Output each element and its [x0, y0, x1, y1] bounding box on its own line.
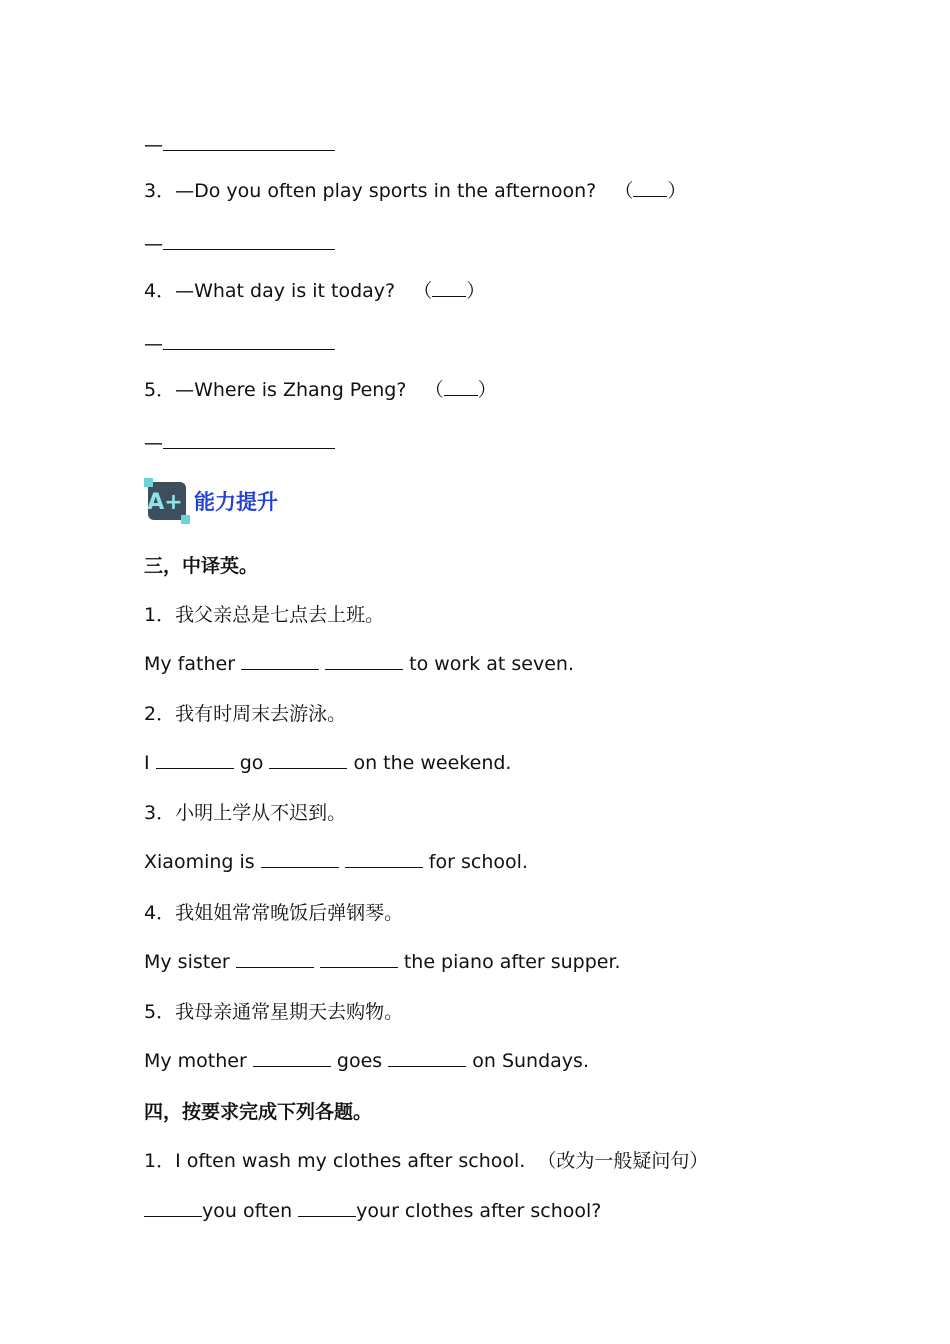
badge-title: 能力提升 — [194, 490, 278, 514]
question-5-choice-blank[interactable] — [444, 377, 478, 396]
question-5-text: 5．—Where is Zhang Peng? （ — [144, 379, 444, 401]
fill-blank[interactable] — [298, 1198, 356, 1217]
sentence-part: goes — [330, 1050, 389, 1072]
answer-dash: — — [144, 432, 163, 454]
fill-blank[interactable] — [253, 1048, 331, 1067]
sentence-part: I — [144, 752, 156, 774]
section-3-item-3-cn: 3．小明上学从不迟到。 — [144, 802, 347, 824]
fill-blank[interactable] — [241, 651, 319, 670]
section-3-item-4-cn: 4．我姐姐常常晚饭后弹钢琴。 — [144, 902, 404, 924]
answer-blank[interactable] — [163, 231, 335, 250]
fill-blank[interactable] — [144, 1198, 202, 1217]
section-4-heading: 四，按要求完成下列各题。 — [144, 1101, 373, 1123]
question-5 — [144, 377, 497, 403]
section-3-item-2-cn: 2．我有时周末去游泳。 — [144, 703, 347, 725]
answer-dash: — — [144, 233, 163, 255]
answer-line-q2 — [144, 132, 335, 158]
answer-line-q5 — [144, 430, 335, 456]
fill-blank[interactable] — [325, 651, 403, 670]
answer-blank[interactable] — [163, 132, 335, 151]
question-3-text: 3．—Do you often play sports in the afternoon? （ — [144, 180, 634, 202]
section-3-item-5-en — [144, 1048, 589, 1074]
answer-blank[interactable] — [163, 331, 335, 350]
fill-blank[interactable] — [156, 750, 234, 769]
sentence-part: for school. — [422, 851, 528, 873]
a-plus-icon — [144, 478, 190, 524]
sentence-part: Xiaoming is — [144, 851, 261, 873]
section-3-item-3-en — [144, 849, 528, 875]
section-4-item-1-answer — [144, 1198, 601, 1224]
question-4-close: ） — [466, 280, 486, 302]
question-5-close: ） — [477, 379, 497, 401]
sentence-part: the piano after supper. — [397, 951, 621, 973]
sentence-part: on the weekend. — [347, 752, 512, 774]
ability-badge — [144, 476, 278, 526]
sentence-part: My father — [144, 653, 242, 675]
section-3-item-5-cn: 5．我母亲通常星期天去购物。 — [144, 1001, 404, 1023]
sentence-part: My mother — [144, 1050, 253, 1072]
answer-dash: — — [144, 134, 163, 156]
fill-blank[interactable] — [320, 949, 398, 968]
question-3-close: ） — [667, 180, 687, 202]
question-3 — [144, 178, 686, 204]
sentence-part: go — [233, 752, 270, 774]
question-4-choice-blank[interactable] — [432, 278, 466, 297]
fill-blank[interactable] — [388, 1048, 466, 1067]
section-3-item-1-cn: 1．我父亲总是七点去上班。 — [144, 604, 385, 626]
question-4 — [144, 278, 485, 304]
section-3-item-2-en — [144, 750, 511, 776]
answer-line-q3 — [144, 231, 335, 257]
section-3-heading: 三，中译英。 — [144, 555, 259, 577]
fill-blank[interactable] — [345, 849, 423, 868]
answer-line-q4 — [144, 331, 335, 357]
section-3-item-4-en — [144, 949, 621, 975]
section-4-item-1: 1．I often wash my clothes after school. （改为一般疑问句） — [144, 1150, 709, 1172]
answer-dash: — — [144, 333, 163, 355]
fill-blank[interactable] — [236, 949, 314, 968]
question-3-choice-blank[interactable] — [633, 178, 667, 197]
sentence-part: your clothes after school? — [356, 1200, 602, 1222]
section-3-item-1-en — [144, 651, 574, 677]
sentence-part: you often — [202, 1200, 299, 1222]
fill-blank[interactable] — [269, 750, 347, 769]
sentence-part: to work at seven. — [403, 653, 575, 675]
a-plus-icon-text: A+ — [147, 490, 183, 515]
sentence-part: on Sundays. — [466, 1050, 589, 1072]
fill-blank[interactable] — [261, 849, 339, 868]
sentence-part: My sister — [144, 951, 236, 973]
question-4-text: 4．—What day is it today? （ — [144, 280, 433, 302]
answer-blank[interactable] — [163, 430, 335, 449]
